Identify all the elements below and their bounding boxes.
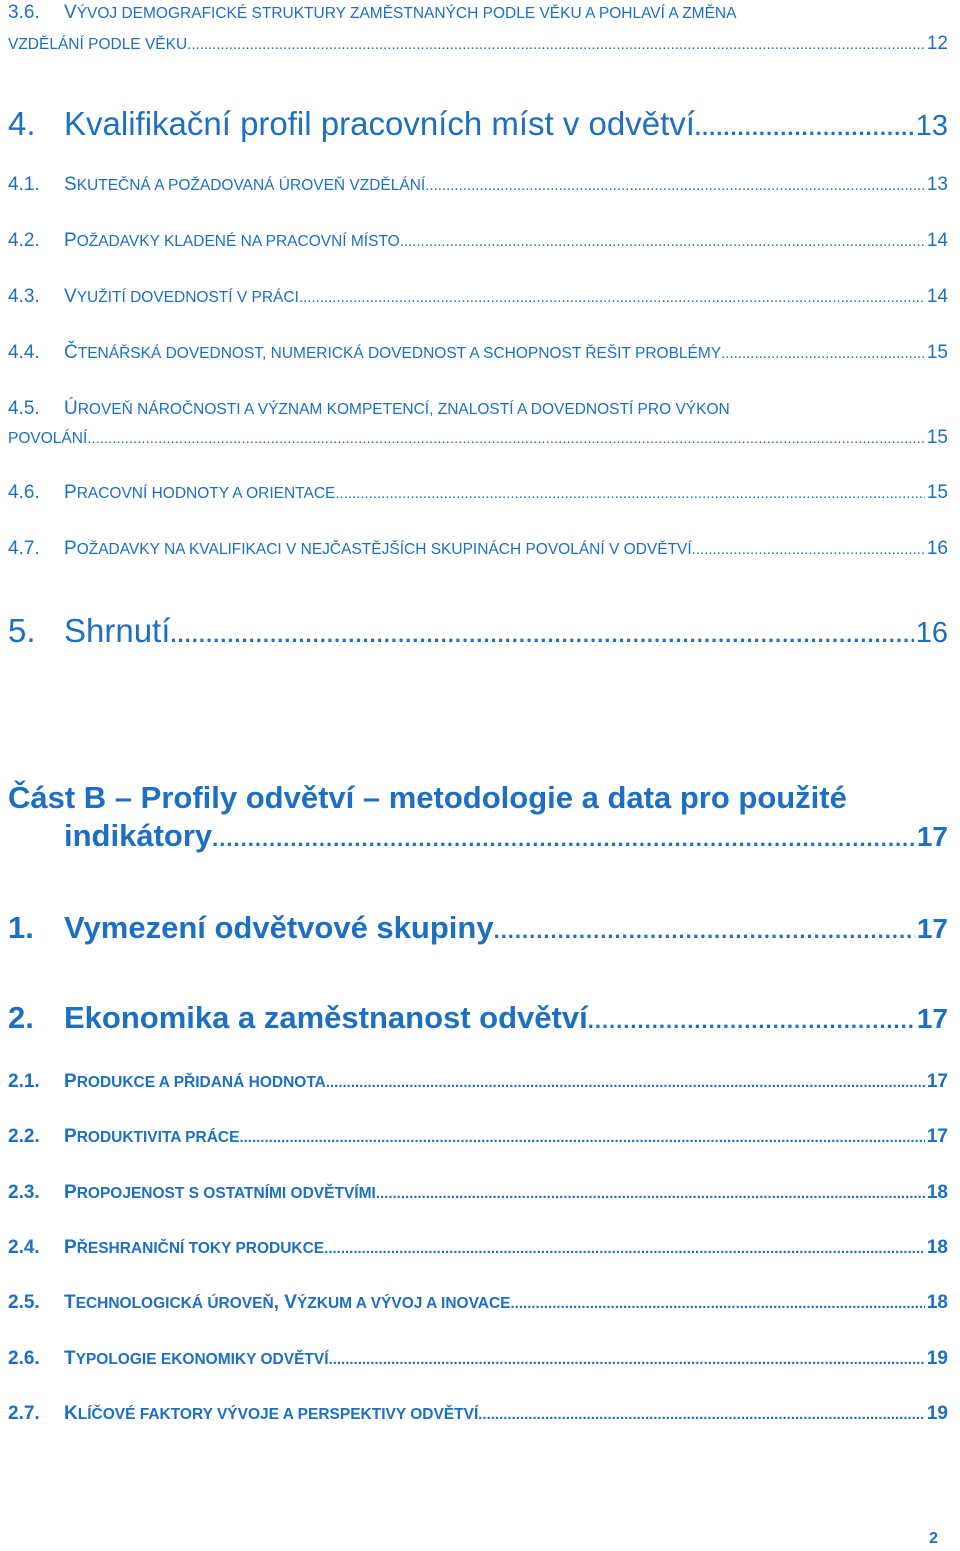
toc-entry-title: ÚROVEŇ NÁROČNOSTI A VÝZNAM KOMPETENCÍ, ZNALOSTÍ A DOVEDNOSTÍ PRO VÝKON: [64, 398, 730, 419]
toc-entry-title: PRODUKCE A PŘIDANÁ HODNOTA: [64, 1071, 326, 1092]
toc-entry-number: 2.3.: [8, 1182, 40, 1203]
toc-entry-4-5[interactable]: [8, 398, 948, 420]
toc-entry-3-6-cont[interactable]: [8, 33, 948, 55]
toc-page-number: 14: [926, 230, 948, 251]
toc-entry-b2-6[interactable]: [8, 1348, 948, 1370]
toc-entry-b2-2[interactable]: [8, 1126, 948, 1148]
toc-entry-title: POŽADAVKY KLADENÉ NA PRACOVNÍ MÍSTO: [64, 230, 400, 251]
toc-page-number: 14: [926, 286, 948, 307]
toc-entry-number: 5.: [8, 612, 36, 649]
toc-page-number: 15: [926, 342, 948, 363]
toc-entry-number: 2.2.: [8, 1126, 40, 1147]
toc-entry-title: SKUTEČNÁ A POŽADOVANÁ ÚROVEŇ VZDĚLÁNÍ: [64, 174, 426, 195]
toc-dot-leader: [511, 1295, 925, 1312]
toc-entry-number: 3.6.: [8, 2, 40, 23]
toc-entry-title: VÝVOJ DEMOGRAFICKÉ STRUKTURY ZAMĚSTNANÝCH PODLE VĚKU A POHLAVÍ A ZMĚNA: [64, 2, 737, 23]
toc-part-b-chapter-1[interactable]: [8, 910, 948, 946]
toc-page-number: 17: [916, 913, 948, 944]
toc-entry-3-6[interactable]: [8, 2, 948, 24]
toc-dot-leader: [324, 1240, 925, 1257]
toc-dot-leader: [692, 541, 925, 558]
toc-entry-number: 4.5.: [8, 398, 40, 419]
toc-page-number: 18: [926, 1237, 948, 1258]
toc-entry-b2-1[interactable]: [8, 1071, 948, 1093]
toc-entry-title: Vymezení odvětvové skupiny: [64, 910, 494, 945]
toc-entry-4-3[interactable]: [8, 286, 948, 308]
toc-entry-title: PROPOJENOST S OSTATNÍMI ODVĚTVÍMI: [64, 1182, 376, 1203]
toc-part-b-title-line2: indikátory: [64, 818, 213, 853]
toc-entry-number: 4.6.: [8, 482, 40, 503]
toc-entry-number: 4.7.: [8, 538, 40, 559]
toc-dot-leader: [212, 826, 915, 852]
toc-entry-4-4[interactable]: [8, 342, 948, 364]
toc-page-number: 15: [926, 427, 948, 448]
toc-entry-title-cont: VZDĚLÁNÍ PODLE VĚKU: [8, 36, 188, 53]
toc-entry-title: PRACOVNÍ HODNOTY A ORIENTACE: [64, 482, 336, 503]
toc-entry-number: 4.3.: [8, 286, 40, 307]
toc-dot-leader: [170, 622, 913, 648]
toc-entry-title: TYPOLOGIE EKONOMIKY ODVĚTVÍ: [64, 1348, 329, 1369]
toc-page-number: 17: [926, 1071, 948, 1092]
toc-entry-number: 2.7.: [8, 1403, 40, 1424]
footer-page-number: 2: [929, 1530, 938, 1547]
toc-page-number: 17: [926, 1126, 948, 1147]
toc-entry-b2-5[interactable]: [8, 1292, 948, 1314]
toc-page-number: 13: [915, 110, 948, 142]
toc-dot-leader: [239, 1129, 924, 1146]
toc-entry-title: POŽADAVKY NA KVALIFIKACI V NEJČASTĚJŠÍCH SKUPINÁCH POVOLÁNÍ V ODVĚTVÍ: [64, 538, 692, 559]
toc-dot-leader: [695, 115, 914, 141]
toc-page-number: 17: [916, 821, 948, 852]
toc-entry-number: 4.1.: [8, 174, 40, 195]
toc-dot-leader: [326, 1074, 925, 1091]
toc-part-b-heading-cont[interactable]: [64, 818, 948, 854]
toc-part-b-heading[interactable]: [8, 780, 948, 816]
toc-entry-title: ČTENÁŘSKÁ DOVEDNOST, NUMERICKÁ DOVEDNOST A SCHOPNOST ŘEŠIT PROBLÉMY: [64, 342, 722, 363]
toc-dot-leader: [335, 485, 925, 502]
toc-page-number: 19: [926, 1403, 948, 1424]
toc-entry-title: VYUŽITÍ DOVEDNOSTÍ V PRÁCI: [64, 286, 299, 307]
toc-dot-leader: [400, 233, 925, 250]
toc-entry-title-cont: POVOLÁNÍ: [8, 430, 88, 447]
toc-page-number: 19: [926, 1348, 948, 1369]
toc-entry-number: 4.: [8, 105, 36, 142]
toc-dot-leader: [721, 345, 925, 362]
toc-page-number: 15: [926, 482, 948, 503]
toc-dot-leader: [299, 289, 925, 306]
toc-dot-leader: [329, 1351, 925, 1368]
toc-page-number: 16: [915, 617, 948, 649]
toc-part-b-chapter-2[interactable]: [8, 1000, 948, 1036]
toc-entry-number: 4.4.: [8, 342, 40, 363]
toc-entry-number: 2.1.: [8, 1071, 40, 1092]
toc-entry-number: 4.2.: [8, 230, 40, 251]
toc-page-number: 16: [926, 538, 948, 559]
toc-entry-title: TECHNOLOGICKÁ ÚROVEŇ, VÝZKUM A VÝVOJ A INOVACE: [64, 1292, 511, 1313]
toc-dot-leader: [87, 430, 925, 447]
toc-dot-leader: [588, 1008, 915, 1034]
toc-entry-b2-7[interactable]: [8, 1403, 948, 1425]
toc-entry-b2-3[interactable]: [8, 1182, 948, 1204]
toc-dot-leader: [187, 36, 925, 53]
toc-chapter-5[interactable]: [8, 612, 948, 650]
toc-entry-title: Shrnutí: [64, 612, 171, 649]
toc-page-number: 18: [926, 1292, 948, 1313]
toc-entry-number: 2.4.: [8, 1237, 40, 1258]
toc-dot-leader: [376, 1185, 925, 1202]
toc-dot-leader: [425, 177, 925, 194]
toc-entry-4-1[interactable]: [8, 174, 948, 196]
toc-entry-title: KLÍČOVÉ FAKTORY VÝVOJE A PERSPEKTIVY ODVĚTVÍ: [64, 1403, 479, 1424]
toc-entry-number: 2.6.: [8, 1348, 40, 1369]
toc-entry-4-7[interactable]: [8, 538, 948, 560]
toc-entry-number: 2.5.: [8, 1292, 40, 1313]
toc-page-number: 17: [916, 1003, 948, 1034]
toc-entry-title: Ekonomika a zaměstnanost odvětví: [64, 1000, 588, 1035]
toc-entry-number: 2.: [8, 1000, 34, 1035]
toc-entry-title: Kvalifikační profil pracovních míst v odvětví: [64, 105, 695, 142]
toc-entry-number: 1.: [8, 910, 34, 945]
toc-dot-leader: [494, 918, 915, 944]
toc-dot-leader: [478, 1406, 925, 1423]
toc-entry-title: PRODUKTIVITA PRÁCE: [64, 1126, 240, 1147]
toc-chapter-4[interactable]: [8, 105, 948, 143]
toc-entry-title: PŘESHRANIČNÍ TOKY PRODUKCE: [64, 1237, 325, 1258]
toc-page-number: 13: [926, 174, 948, 195]
toc-entry-4-6[interactable]: [8, 482, 948, 504]
toc-entry-b2-4[interactable]: [8, 1237, 948, 1259]
toc-page-number: 12: [926, 33, 948, 54]
toc-part-b-title-line1: Část B – Profily odvětví – metodologie a data pro použité: [8, 780, 847, 815]
toc-entry-4-5-cont[interactable]: [8, 427, 948, 449]
toc-page-number: 18: [926, 1182, 948, 1203]
toc-entry-4-2[interactable]: [8, 230, 948, 252]
